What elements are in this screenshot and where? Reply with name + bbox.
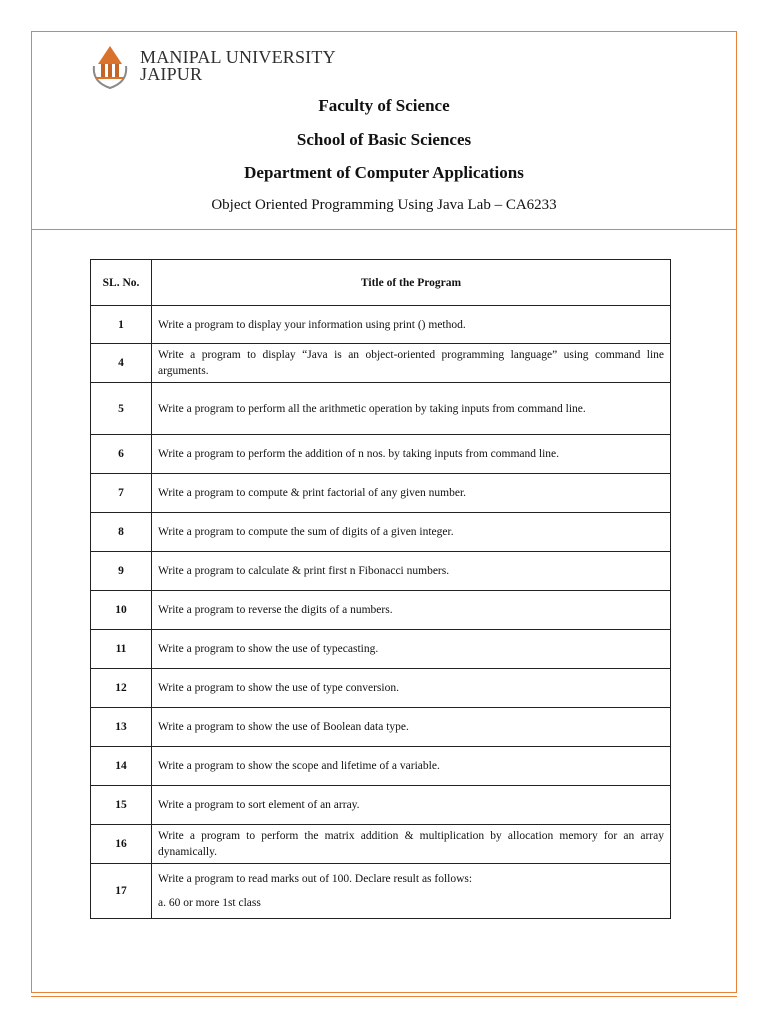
table-row xyxy=(91,747,671,786)
row-number: 8 xyxy=(91,513,152,552)
table-row xyxy=(91,630,671,669)
table-row xyxy=(91,344,671,383)
table-row xyxy=(91,591,671,630)
table-row xyxy=(91,435,671,474)
university-name xyxy=(140,49,336,83)
program-list-table xyxy=(90,259,671,919)
university-logo-icon xyxy=(90,44,130,92)
faculty-heading: Faculty of Science xyxy=(318,96,450,115)
university-name-line1: MANIPAL UNIVERSITY xyxy=(140,47,336,67)
table-row xyxy=(91,864,671,919)
row-number: 6 xyxy=(91,435,152,474)
column-header-title: Title of the Program xyxy=(152,260,671,306)
table-row xyxy=(91,708,671,747)
row-title: Write a program to calculate & print first n Fibonacci numbers. xyxy=(152,552,671,591)
table-row xyxy=(91,474,671,513)
row-number: 10 xyxy=(91,591,152,630)
row-title: Write a program to compute & print factorial of any given number. xyxy=(152,474,671,513)
row-number: 12 xyxy=(91,669,152,708)
table-row xyxy=(91,513,671,552)
row-title: Write a program to display “Java is an object-oriented programming language” using command line arguments. xyxy=(152,344,671,383)
university-name-line2: JAIPUR xyxy=(140,64,203,84)
row-title: Write a program to show the use of Boolean data type. xyxy=(152,708,671,747)
row-title: Write a program to show the scope and lifetime of a variable. xyxy=(152,747,671,786)
table-row xyxy=(91,825,671,864)
column-header-sl-no: SL. No. xyxy=(91,260,152,306)
row-title: Write a program to sort element of an array. xyxy=(152,786,671,825)
row-number: 7 xyxy=(91,474,152,513)
row-title: Write a program to perform the addition of n nos. by taking inputs from command line. xyxy=(152,435,671,474)
header-divider xyxy=(31,229,737,230)
row-subpoint: a. 60 or more 1st class xyxy=(158,897,261,909)
row-title-text: Write a program to read marks out of 100. Declare result as follows: xyxy=(158,873,473,885)
row-title: Write a program to show the use of type conversion. xyxy=(152,669,671,708)
table-header-row xyxy=(91,260,671,306)
row-number: 9 xyxy=(91,552,152,591)
table-row xyxy=(91,786,671,825)
row-number: 11 xyxy=(91,630,152,669)
table-row xyxy=(91,669,671,708)
table-row xyxy=(91,306,671,344)
department-heading: Department of Computer Applications xyxy=(244,163,524,182)
row-number: 17 xyxy=(91,864,152,919)
row-title: Write a program to perform the matrix addition & multiplication by allocation memory for an array dynamically. xyxy=(152,825,671,864)
table-row xyxy=(91,383,671,435)
row-number: 13 xyxy=(91,708,152,747)
row-number: 5 xyxy=(91,383,152,435)
row-title: Write a program to display your information using print () method. xyxy=(152,306,671,344)
row-number: 16 xyxy=(91,825,152,864)
row-title: Write a program to compute the sum of digits of a given integer. xyxy=(152,513,671,552)
row-number: 4 xyxy=(91,344,152,383)
page-frame-bottom-rule xyxy=(31,996,737,997)
row-title: Write a program to perform all the arithmetic operation by taking inputs from command line. xyxy=(152,383,671,435)
row-title: Write a program to reverse the digits of a numbers. xyxy=(152,591,671,630)
row-number: 1 xyxy=(91,306,152,344)
row-number: 15 xyxy=(91,786,152,825)
row-title xyxy=(152,864,671,919)
row-number: 14 xyxy=(91,747,152,786)
table-row xyxy=(91,552,671,591)
school-heading: School of Basic Sciences xyxy=(296,130,472,149)
course-title: Object Oriented Programming Using Java Lab – CA6233 xyxy=(211,197,557,213)
row-title: Write a program to show the use of typecasting. xyxy=(152,630,671,669)
